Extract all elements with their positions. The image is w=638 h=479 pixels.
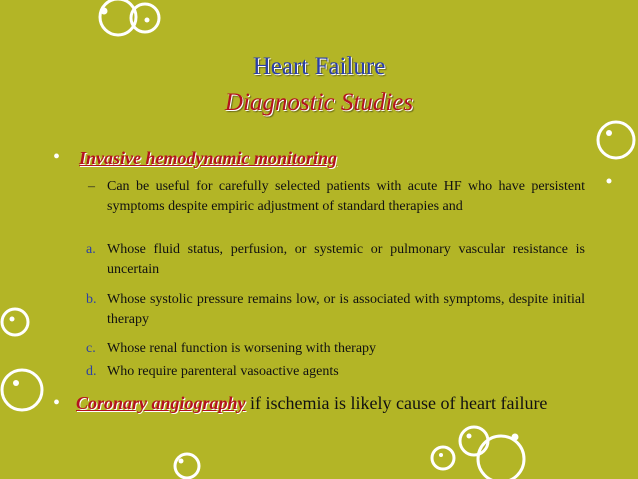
item-marker: a.	[86, 242, 96, 257]
bullet-heading-coronary: Coronary angiography	[76, 393, 246, 413]
bullet-coronary	[76, 392, 586, 414]
item-marker: –	[88, 179, 95, 194]
slide-title: Heart Failure	[252, 53, 386, 80]
item-marker: b.	[86, 292, 97, 307]
list-item: Who require parenteral vasoactive agents	[107, 364, 339, 379]
list-item: Can be useful for carefully selected patients with acute HF who have persistent symptoms despite empiric adjustment of standard therapies and	[107, 179, 585, 214]
item-marker: d.	[86, 364, 97, 379]
bullet-marker: •	[53, 392, 61, 414]
list-item: Whose systolic pressure remains low, or is associated with symptoms, despite initial therapy	[107, 292, 585, 327]
bullet-heading-invasive: Invasive hemodynamic monitoring	[79, 148, 338, 168]
list-item: Whose fluid status, perfusion, or systemic or pulmonary vascular resistance is uncertain	[107, 242, 585, 277]
list-item: Whose renal function is worsening with therapy	[107, 341, 377, 356]
bullet-text-coronary: if ischemia is likely cause of heart failure	[245, 393, 548, 413]
slide-subtitle: Diagnostic Studies	[224, 89, 414, 116]
bullet-marker: •	[53, 146, 61, 168]
item-marker: c.	[86, 341, 96, 356]
